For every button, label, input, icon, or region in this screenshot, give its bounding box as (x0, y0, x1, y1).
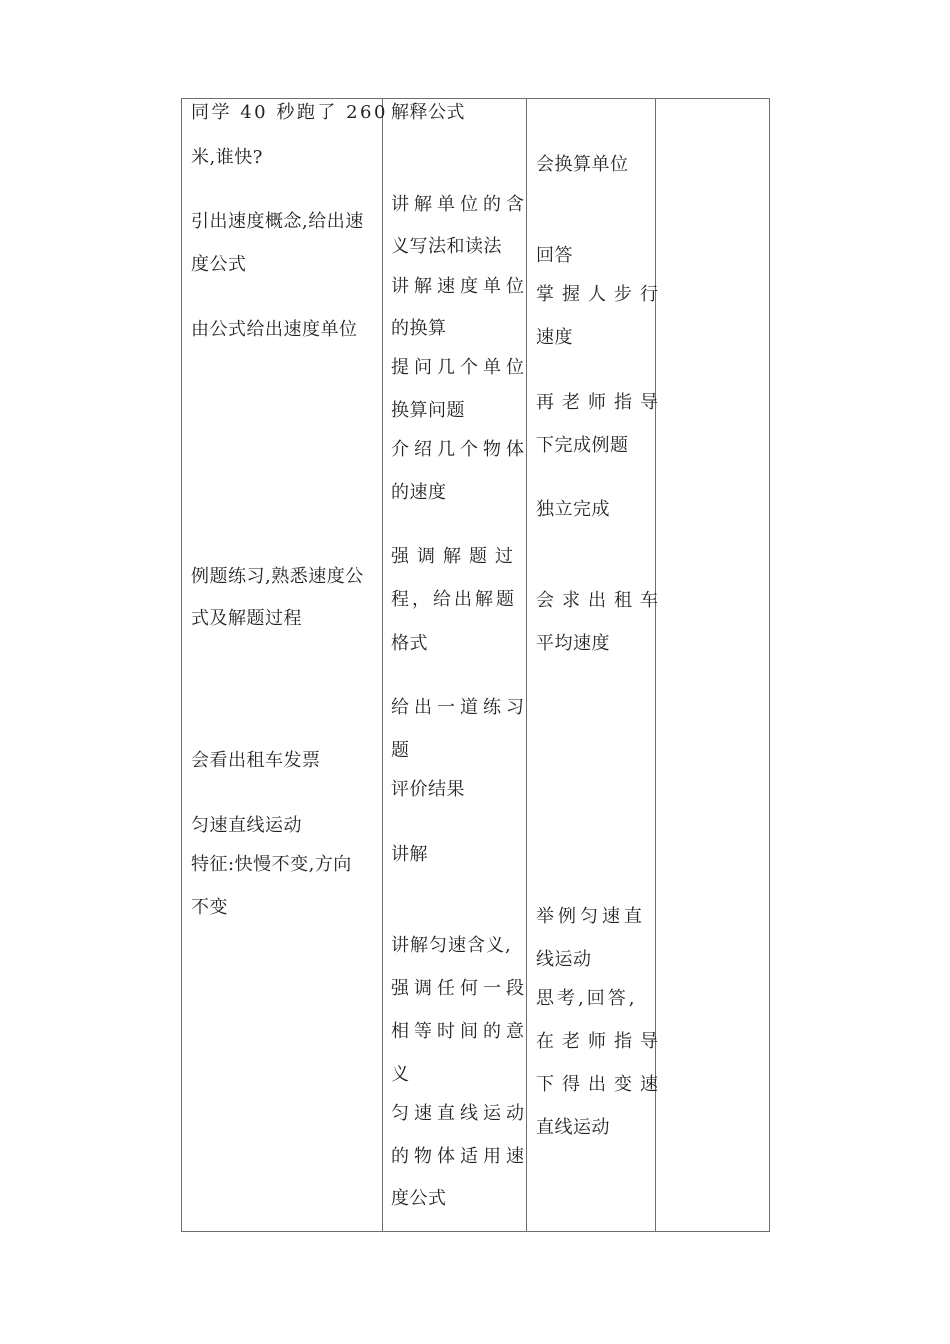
teacher-line: 匀速直线运动 (391, 1103, 529, 1124)
column-divider-1 (382, 99, 383, 1231)
teacher-line: 强调任何一段 (391, 978, 529, 999)
teacher-line: 解释公式 (391, 102, 465, 123)
content-line: 同学 40 秒跑了 260 (191, 102, 388, 123)
lesson-plan-table (181, 98, 770, 1232)
student-line: 再老师指导 (536, 392, 666, 413)
teacher-line: 强调解题过 (391, 546, 521, 567)
teacher-line: 度公式 (391, 1188, 447, 1209)
student-line: 线运动 (536, 949, 592, 970)
content-line: 不变 (191, 897, 228, 918)
teacher-line: 评价结果 (391, 779, 465, 800)
teacher-line: 相等时间的意 (391, 1021, 529, 1042)
teacher-line: 讲解速度单位 (391, 276, 529, 297)
teacher-line: 换算问题 (391, 400, 465, 421)
content-line: 会看出租车发票 (191, 750, 321, 771)
student-line: 举例匀速直 (536, 906, 646, 927)
student-line: 平均速度 (536, 633, 610, 654)
teacher-line: 题 (391, 740, 410, 761)
teacher-line: 讲解匀速含义, (391, 935, 512, 956)
column-divider-2 (526, 99, 527, 1231)
content-line: 特征:快慢不变,方向 (191, 854, 352, 875)
teacher-line: 的物体适用速 (391, 1146, 529, 1167)
student-line: 掌握人步行 (536, 284, 666, 305)
student-line: 在老师指导 (536, 1031, 666, 1052)
student-line: 会换算单位 (536, 154, 629, 175)
student-line: 会求出租车 (536, 590, 666, 611)
column-divider-3 (655, 99, 656, 1231)
student-line: 下得出变速 (536, 1074, 666, 1095)
teacher-line: 介绍几个物体 (391, 439, 529, 460)
teacher-line: 讲解 (391, 844, 428, 865)
student-line: 直线运动 (536, 1117, 610, 1138)
teacher-line: 给出一道练习 (391, 697, 529, 718)
content-line: 匀速直线运动 (191, 815, 302, 836)
teacher-line: 程，给出解题 (391, 589, 517, 610)
content-line: 米,谁快? (191, 147, 263, 168)
content-line: 由公式给出速度单位 (191, 319, 358, 340)
content-line: 例题练习,熟悉速度公 (191, 566, 364, 587)
teacher-line: 的换算 (391, 318, 447, 339)
student-line: 下完成例题 (536, 435, 629, 456)
student-line: 速度 (536, 327, 573, 348)
student-line: 思考,回答, (536, 988, 638, 1009)
teacher-line: 格式 (391, 633, 428, 654)
teacher-line: 提问几个单位 (391, 357, 529, 378)
teacher-line: 的速度 (391, 482, 447, 503)
content-line: 式及解题过程 (191, 608, 302, 629)
content-line: 引出速度概念,给出速 (191, 211, 364, 232)
teacher-line: 义 (391, 1064, 410, 1085)
student-line: 回答 (536, 245, 573, 266)
student-line: 独立完成 (536, 499, 610, 520)
teacher-line: 讲解单位的含 (391, 194, 529, 215)
teacher-line: 义写法和读法 (391, 236, 502, 257)
content-line: 度公式 (191, 254, 247, 275)
